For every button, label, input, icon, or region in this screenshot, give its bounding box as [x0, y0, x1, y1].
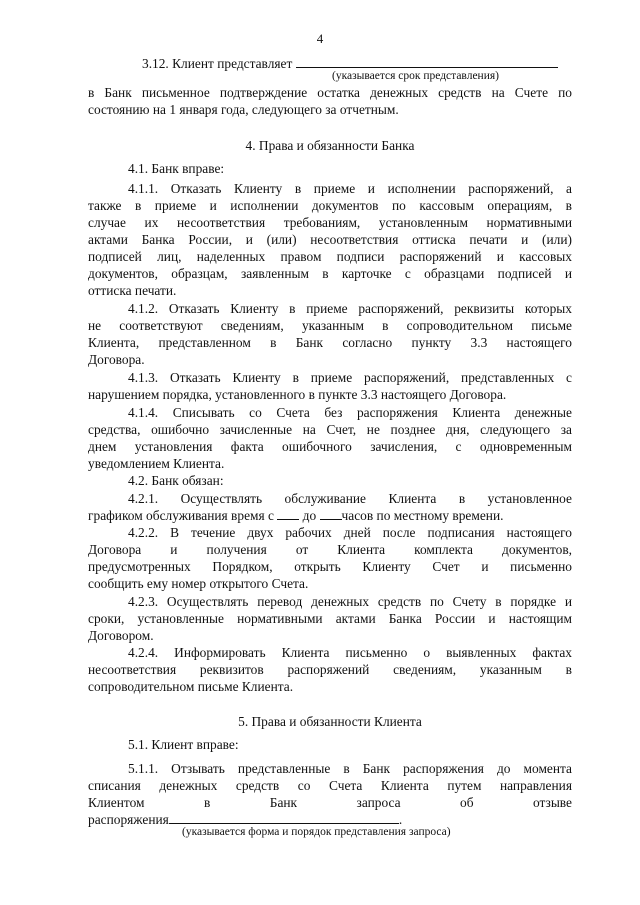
- end-hour-blank: [320, 507, 342, 520]
- page-number: 4: [316, 31, 324, 46]
- clause-4-1-1-line: оттиска печати.: [88, 283, 177, 298]
- clause-4-1-1-line: документов, образцам, заявленным в карточке с образцами подписей и: [88, 266, 572, 281]
- clause-4-1-4-line: уведомлением Клиента.: [88, 456, 225, 471]
- clause-3-12-text: в Банк письменное подтверждение остатка денежных средств на Счете по: [88, 85, 572, 100]
- clause-4-2-3-line: 4.2.3. Осуществлять перевод денежных средств по Счету в порядке и: [128, 594, 572, 609]
- clause-4-2-3-line: сроки, установленные нормативными актами Банка России и настоящим: [88, 611, 572, 626]
- section-5-heading: 5. Права и обязанности Клиента: [238, 714, 422, 729]
- clause-4-1-1-line: подписей лиц, наделенных правом подписи распоряжений и кассовых: [88, 249, 572, 264]
- clause-4-1: 4.1. Банк вправе:: [128, 161, 225, 176]
- clause-4-2-4-line: несоответствия реквизитов распоряжений сведениям, указанным в: [88, 662, 572, 677]
- clause-4-1-4-line: средства, ошибочно зачисленные на Счет, не позднее дня, следующего за: [88, 422, 572, 437]
- clause-5-1-1-text: распоряжения: [88, 812, 169, 827]
- clause-4-2-1-text: часов по местному времени.: [341, 508, 504, 523]
- section-4-heading: 4. Права и обязанности Банка: [245, 138, 415, 153]
- clause-4-1-4-line: днем установления факта ошибочного зачисления, с одновременным: [88, 439, 572, 454]
- clause-5-1-1-period: .: [398, 812, 403, 827]
- clause-4-2-2-line: 4.2.2. В течение двух рабочих дней после подписания настоящего: [128, 525, 572, 540]
- clause-3-12-label: 3.12. Клиент представляет: [142, 56, 293, 71]
- clause-4-2-4-line: 4.2.4. Информировать Клиента письменно о выявленных фактах: [128, 645, 572, 660]
- clause-4-2-1-hours-line: [88, 507, 572, 524]
- clause-4-1-1-line: актами Банка России, и (или) несоответствия оттиска печати и (или): [88, 232, 572, 247]
- clause-4-2-2-line: Договора и получения от Клиента комплекта документов,: [88, 542, 572, 557]
- clause-4-1-2-line: Клиента, представленном в Банк согласно пункту 3.3 настоящего: [88, 335, 572, 350]
- clause-4-2: 4.2. Банк обязан:: [128, 473, 224, 488]
- start-hour-blank: [277, 507, 299, 520]
- clause-4-1-3-line: нарушением порядка, установленного в пункте 3.3 настоящего Договора.: [88, 387, 507, 402]
- clause-5-1-1-line: списания денежных средств со Счета Клиента путем направления: [88, 778, 572, 793]
- clause-3-12-hint: (указывается срок представления): [332, 70, 499, 82]
- clause-4-1-1-line: 4.1.1. Отказать Клиенту в приеме и исполнении распоряжений, а: [128, 181, 572, 196]
- clause-4-2-2-line: предусмотренных Порядком, открыть Клиенту Счет и письменно: [88, 559, 572, 574]
- term-blank: [296, 55, 558, 68]
- clause-4-2-1-text: до: [302, 508, 317, 523]
- clause-4-1-2-line: Договора.: [88, 352, 145, 367]
- clause-5-1-1-hint: (указывается форма и порядок представления запроса): [182, 826, 451, 838]
- clause-4-1-1-line: также в приеме и исполнении документов по кассовым операциям, в: [88, 198, 572, 213]
- request-form-blank: [169, 811, 399, 824]
- clause-3-12-text: состоянию на 1 января года, следующего за отчетным.: [88, 102, 399, 117]
- clause-4-1-1-line: случае их несоответствия требованиям, установленным нормативными: [88, 215, 572, 230]
- clause-5-1: 5.1. Клиент вправе:: [128, 737, 239, 752]
- clause-4-2-3-line: Договором.: [88, 628, 154, 643]
- clause-5-1-1-line: Клиентом в Банк запроса об отзыве: [88, 795, 572, 810]
- clause-4-2-4-line: сопроводительном письме Клиента.: [88, 679, 294, 694]
- clause-4-1-3-line: 4.1.3. Отказать Клиенту в приеме распоряжений, представленных с: [128, 370, 572, 385]
- clause-4-1-2-line: не соответствуют сведениям, указанным в сопроводительном письме: [88, 318, 572, 333]
- clause-4-2-2-line: сообщить ему номер открытого Счета.: [88, 576, 309, 591]
- clause-4-2-1-line: 4.2.1. Осуществлять обслуживание Клиента в установленное: [128, 491, 572, 506]
- clause-4-2-1-text: графиком обслуживания время с: [88, 508, 274, 523]
- clause-4-1-2-line: 4.1.2. Отказать Клиенту в приеме распоряжений, реквизиты которых: [128, 301, 572, 316]
- clause-5-1-1-line: 5.1.1. Отзывать представленные в Банк распоряжения до момента: [128, 761, 572, 776]
- clause-4-1-4-line: 4.1.4. Списывать со Счета без распоряжения Клиента денежные: [128, 405, 572, 420]
